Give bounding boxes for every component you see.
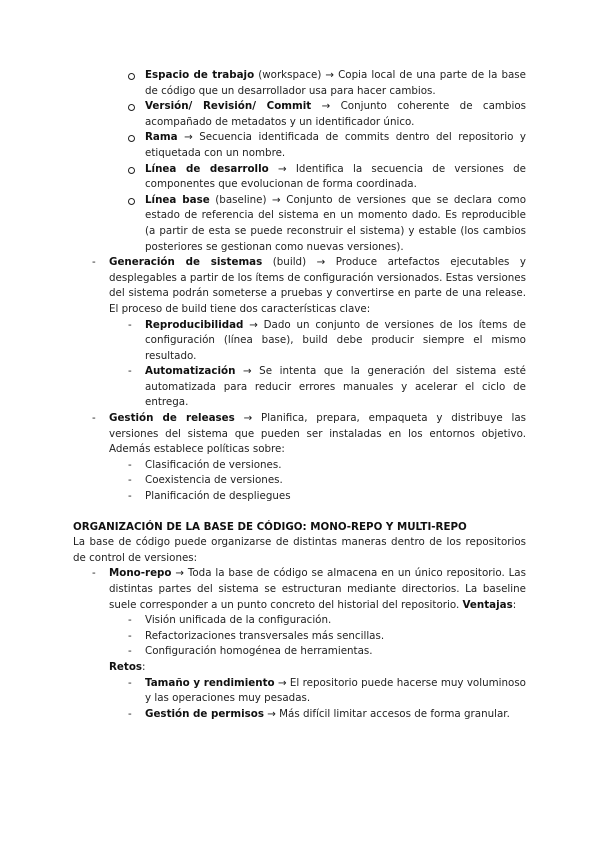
- ventajas-label: Ventajas: [462, 598, 513, 611]
- list-item: [128, 364, 526, 411]
- dash-bullet: -: [128, 458, 132, 471]
- retos-label-line: [109, 660, 526, 676]
- circle-bullet-icon: [128, 73, 135, 80]
- dash-bullet: -: [128, 707, 132, 720]
- circle-bullet-icon: [128, 104, 135, 111]
- definition: → Conjunto coherente de cambios acompañado de metadatos y un identificador único.: [145, 100, 526, 128]
- term: Generación de sistemas: [109, 256, 263, 269]
- definition: → Se intenta que la generación del sistema esté automatizada para reducir errores manuales y acelerar el ciclo de entrega.: [145, 365, 526, 409]
- list-item: [128, 644, 526, 660]
- list-item: [145, 162, 526, 193]
- dash-bullet: -: [128, 318, 132, 331]
- definition: → Planifica, prepara, empaqueta y distribuye las versiones del sistema que pueden ser instaladas en los entornos objetivo. Además establece políticas sobre:: [109, 412, 526, 456]
- document-page: [0, 68, 600, 722]
- list-item: [128, 489, 526, 505]
- list-item: [128, 473, 526, 489]
- definition: → Dado un conjunto de versiones de los ítems de configuración (línea base), build debe producir siempre el mismo resultado.: [145, 318, 526, 362]
- definition: → Más difícil limitar accesos de forma granular.: [263, 707, 510, 720]
- list-item: [145, 193, 526, 255]
- term: Línea base: [145, 193, 210, 206]
- colon: :: [142, 660, 146, 673]
- term: Automatización: [145, 365, 236, 378]
- definition: (workspace) → Copia local de una parte de la base de código que un desarrollador usa para hacer cambios.: [145, 69, 526, 97]
- list-item: [128, 707, 526, 723]
- list-item-generacion: [92, 255, 527, 317]
- list-text: Planificación de despliegues: [145, 490, 291, 503]
- retos-label: Retos: [109, 660, 143, 673]
- list-item: [145, 99, 526, 130]
- definition: (build) → Produce artefactos ejecutables y desplegables a partir de los ítems de configuración versionados. Estas versiones del sistema podrán someterse a pruebas y convertirse en parte de una release. El proceso de build tiene dos características clave:: [109, 256, 527, 315]
- definition: (baseline) → Conjunto de versiones que se declara como estado de referencia del sistema en un momento dado. Es reproducible (a partir de esta se puede reconstruir el sistema) y estable (los cambios posteriores se gestionan como nuevas versiones).: [145, 193, 527, 253]
- list-text: Coexistencia de versiones.: [145, 474, 283, 487]
- list-item: [128, 676, 526, 707]
- definition: → Toda la base de código se almacena en un único repositorio. Las distintas partes del sistema se estructuran mediante directorios. La baseline suele corresponder a un punto concreto del historial del repositorio.: [109, 567, 526, 611]
- term: Espacio de trabajo: [145, 69, 255, 81]
- term: Versión/ Revisión/ Commit: [145, 100, 312, 113]
- list-item: [128, 629, 526, 645]
- list-text: Clasificación de versiones.: [145, 458, 282, 471]
- circle-bullet-icon: [128, 167, 135, 174]
- section-intro: La base de código puede organizarse de distintas maneras dentro de los repositorios de control de versiones:: [73, 536, 526, 564]
- list-item-releases: [92, 411, 526, 458]
- dash-bullet: -: [128, 365, 132, 378]
- list-text: Configuración homogénea de herramientas.: [145, 645, 373, 658]
- circle-bullet-icon: [128, 135, 135, 142]
- dash-bullet: -: [128, 629, 132, 642]
- dash-bullet: -: [92, 567, 96, 580]
- list-item: [145, 130, 526, 161]
- section-heading: ORGANIZACIÓN DE LA BASE DE CÓDIGO: MONO-REPO Y MULTI-REPO: [73, 520, 467, 533]
- list-item-monorepo: [92, 566, 526, 613]
- term: Gestión de permisos: [145, 707, 264, 720]
- list-item: [128, 458, 526, 474]
- list-text: Refactorizaciones transversales más sencillas.: [145, 629, 385, 642]
- dash-bullet: -: [128, 490, 132, 503]
- list-item: [128, 318, 526, 365]
- definition: → Identifica la secuencia de versiones de componentes que evolucionan de forma coordinada.: [145, 162, 526, 191]
- dash-bullet: -: [92, 256, 96, 269]
- definition: → El repositorio puede hacerse muy voluminoso y las operaciones muy pesadas.: [145, 676, 526, 705]
- dash-bullet: -: [128, 614, 132, 627]
- list-item: [145, 68, 526, 99]
- term: Gestión de releases: [109, 412, 235, 425]
- list-item: [128, 613, 526, 629]
- dash-bullet: -: [128, 474, 132, 487]
- definition: → Secuencia identificada de commits dentro del repositorio y etiquetada con un nombre.: [145, 131, 526, 159]
- dash-bullet: -: [92, 412, 96, 425]
- dash-bullet: -: [128, 645, 132, 658]
- term: Rama: [145, 131, 178, 144]
- term: Tamaño y rendimiento: [145, 676, 275, 689]
- term: Mono-repo: [109, 567, 172, 580]
- colon: :: [512, 598, 517, 611]
- list-text: Visión unificada de la configuración.: [145, 614, 332, 627]
- circle-bullet-icon: [128, 198, 135, 205]
- term: Reproducibilidad: [145, 318, 244, 331]
- term: Línea de desarrollo: [145, 162, 269, 175]
- dash-bullet: -: [128, 676, 132, 689]
